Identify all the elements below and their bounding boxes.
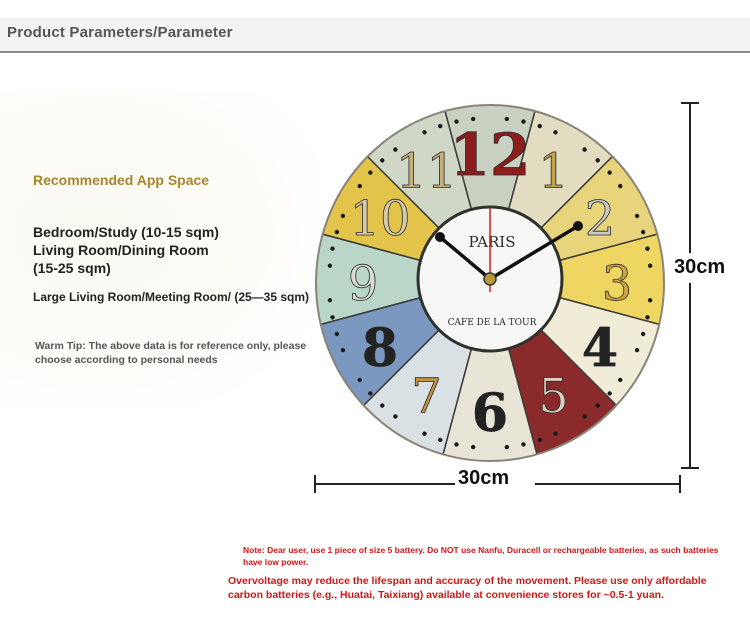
clock-numeral-5: 5: [538, 368, 569, 425]
minute-dot: [618, 378, 622, 382]
warm-tip-text: Warm Tip: The above data is for reference only, please choose according to personal needs: [35, 340, 307, 366]
minute-dot: [380, 403, 384, 407]
minute-dot: [380, 158, 384, 162]
clock-numeral-10: 10: [349, 190, 411, 247]
minute-dot: [454, 442, 458, 446]
minute-dot: [358, 184, 362, 188]
clock-numeral-4: 4: [581, 318, 619, 380]
clock-subtitle: CAFE DE LA TOUR: [447, 318, 537, 328]
height-dimension-label: 30cm: [674, 256, 726, 278]
minute-hand-tip: [573, 221, 583, 231]
minute-dot: [538, 124, 542, 128]
minute-dot: [607, 170, 611, 174]
clock-numeral-7: 7: [411, 368, 442, 425]
width-dimension-label: 30cm: [458, 467, 510, 489]
minute-dot: [618, 184, 622, 188]
minute-dot: [328, 298, 332, 302]
minute-dot: [635, 348, 639, 352]
minute-dot: [521, 442, 525, 446]
minute-dot: [438, 124, 442, 128]
minute-dot: [341, 214, 345, 218]
clock-numeral-1: 1: [538, 143, 569, 200]
minute-dot: [341, 348, 345, 352]
minute-dot: [582, 414, 586, 418]
clock-numeral-11: 11: [395, 143, 458, 200]
minute-dot: [335, 332, 339, 336]
clock-numeral-9: 9: [347, 255, 379, 312]
minute-dot: [422, 130, 426, 134]
minute-dot: [505, 445, 509, 449]
clock-numeral-12: 12: [449, 121, 531, 190]
large-room-text: Large Living Room/Meeting Room/ (25—35 sqm): [33, 290, 310, 304]
clock-brand: PARIS: [468, 233, 516, 251]
minute-dot: [393, 414, 397, 418]
minute-dot: [368, 391, 372, 395]
minute-dot: [641, 332, 645, 336]
hour-hand-tip: [435, 232, 445, 242]
minute-dot: [635, 214, 639, 218]
minute-dot: [582, 147, 586, 151]
minute-dot: [641, 230, 645, 234]
minute-dot: [645, 315, 649, 319]
minute-dot: [330, 246, 334, 250]
wall-clock: [312, 102, 668, 464]
overvoltage-note: Overvoltage may reduce the lifespan and accuracy of the movement. Please use only affordable carbon batteries (e.g., Huatai, Taixiang) available at convenience stores for ~0.5-1 yuan.: [228, 575, 707, 601]
minute-dot: [328, 264, 332, 268]
clock-numeral-3: 3: [601, 255, 633, 312]
page-title: Product Parameters/Parameter: [7, 24, 233, 41]
minute-dot: [553, 432, 557, 436]
bedroom-living-room-text: Bedroom/Study (10-15 sqm) Living Room/Dining Room (15-25 sqm): [33, 224, 219, 276]
minute-dot: [471, 445, 475, 449]
minute-dot: [368, 170, 372, 174]
minute-dot: [648, 264, 652, 268]
battery-note: Note: Dear user, use 1 piece of size 5 battery. Do NOT use Nanfu, Duracell or rechargeable batteries, as such batteries have low power.: [243, 545, 719, 567]
minute-dot: [553, 130, 557, 134]
minute-dot: [596, 158, 600, 162]
minute-dot: [422, 432, 426, 436]
clock-numeral-2: 2: [584, 190, 616, 247]
minute-dot: [645, 246, 649, 250]
center-cap: [484, 273, 496, 285]
minute-dot: [607, 391, 611, 395]
minute-dot: [596, 403, 600, 407]
minute-dot: [648, 298, 652, 302]
minute-dot: [335, 230, 339, 234]
clock-numeral-8: 8: [361, 318, 399, 380]
minute-dot: [438, 438, 442, 442]
minute-dot: [330, 315, 334, 319]
clock-numeral-6: 6: [471, 383, 509, 445]
minute-dot: [538, 438, 542, 442]
recommended-space-title: Recommended App Space: [33, 172, 210, 188]
